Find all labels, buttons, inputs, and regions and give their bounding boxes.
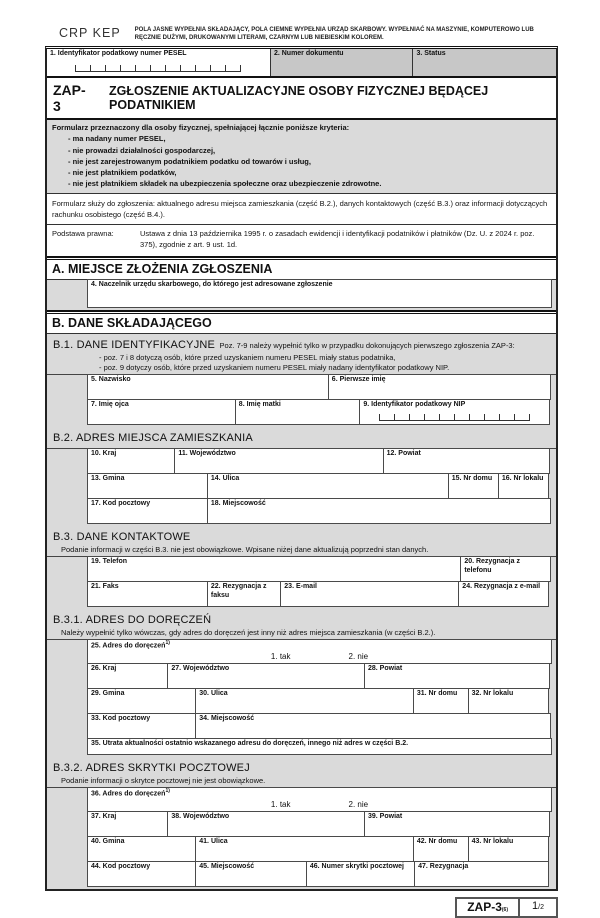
field-5-label: 5. Nazwisko — [91, 376, 131, 384]
crp-kep-label: CRP KEP — [59, 26, 121, 40]
field-14-ulica[interactable] — [207, 473, 449, 499]
top-instructions-bar — [59, 26, 558, 42]
field-43-label: 43. Nr lokalu — [471, 838, 514, 846]
field-8-label: 8. Imię matki — [238, 401, 281, 409]
form-code: ZAP-3 — [53, 82, 86, 115]
field-9-label: 9. Identyfikator podatkowy NIP — [363, 401, 466, 409]
field-25-options — [91, 652, 548, 661]
field-17-kod-pocztowy[interactable] — [87, 498, 208, 524]
section-b3-note: Podanie informacji w części B.3. nie jest obowiązkowe. Wpisane niżej dane aktualizują poprzedni stan danych. — [61, 545, 429, 555]
field-21-label: 21. Faks — [91, 583, 119, 591]
section-b1-note2: - poz. 7 i 8 dotyczą osób, które przed uzyskaniem numeru PESEL miały status podatnika, — [99, 352, 396, 362]
field-19-label: 19. Telefon — [91, 558, 128, 566]
section-a-title: A. MIEJSCE ZŁOŻENIA ZGŁOSZENIA — [47, 260, 556, 280]
field-33-kod-pocztowy[interactable] — [87, 713, 196, 739]
field-28-label: 28. Powiat — [368, 665, 403, 673]
field-38-wojewodztwo[interactable] — [167, 811, 365, 837]
criteria-item: - nie jest płatnikiem składek na ubezpieczenia społeczne oraz ubezpieczenie zdrowotne. — [68, 179, 382, 189]
section-b31-body — [47, 640, 556, 757]
field-26-kraj[interactable] — [87, 663, 168, 689]
field-10-kraj[interactable] — [87, 448, 175, 474]
field-25-label: 25. Adres do doręczeń$^{1)}$ — [91, 640, 170, 650]
section-b31-title: B.3.1. ADRES DO DORĘCZEŃ — [53, 614, 212, 627]
field-11-wojewodztwo[interactable] — [174, 448, 383, 474]
option-nie[interactable]: 2. nie — [348, 651, 369, 661]
field-4-naczelnik[interactable] — [87, 279, 552, 308]
section-b32-note: Podanie informacji o skrytce pocztowej nie jest obowiązkowe. — [61, 776, 266, 786]
field-31-label: 31. Nr domu — [416, 690, 458, 698]
footer-form-code: ZAP-3(6) — [457, 899, 520, 916]
field-5-nazwisko[interactable] — [87, 374, 329, 400]
section-b2-body — [47, 449, 556, 526]
form-title-row — [47, 78, 556, 120]
field-19-telefon[interactable] — [87, 556, 461, 582]
field-47-label: 47. Rezygnacja — [418, 863, 469, 871]
field-13-gmina[interactable] — [87, 473, 208, 499]
field-41-label: 41. Ulica — [199, 838, 228, 846]
legal-basis-label: Podstawa prawna: — [52, 229, 114, 239]
field-22-rezygnacja-faks[interactable] — [207, 581, 281, 607]
criteria-item: - nie jest płatnikiem podatków, — [68, 168, 177, 178]
field-46-label: 46. Numer skrytki pocztowej — [309, 863, 405, 871]
field-47-rezygnacja[interactable] — [414, 861, 549, 887]
field-24-label: 24. Rezygnacja z e-mail — [462, 583, 541, 591]
pesel-entry-boxes[interactable] — [75, 65, 241, 72]
criteria-item: - nie prowadzi działalności gospodarczej, — [68, 145, 216, 155]
field-16-label: 16. Nr lokalu — [501, 475, 544, 483]
criteria-item: - ma nadany numer PESEL, — [68, 134, 166, 144]
section-b31-header — [47, 609, 556, 640]
field-21-faks[interactable] — [87, 581, 208, 607]
field-7-label: 7. Imię ojca — [91, 401, 129, 409]
criteria-item: - nie jest zarejestrowanym podatnikiem podatku od towarów i usług, — [68, 156, 311, 166]
fill-instructions: POLA JASNE WYPEŁNIA SKŁADAJĄCY, POLA CIEMNE WYPEŁNIA URZĄD SKARBOWY. WYPEŁNIAĆ NA MASZYNIE, KOMPUTEROWO LUB RĘCZNIE DUŻYMI, DRUKOWANYMI LITERAMI, CZARNYM LUB NIEBIESKIM KOLOREM. — [134, 27, 534, 42]
nip-entry-boxes[interactable] — [379, 414, 530, 421]
section-b1-note: Poz. 7-9 należy wypełnić tylko w przypadku dokonujących pierwszego zgłoszenia ZAP-3: — [219, 340, 515, 350]
section-b1-header — [47, 334, 556, 376]
section-a-body — [47, 280, 556, 310]
field-22-label: 22. Rezygnacja z faksu — [210, 583, 267, 599]
field-8-imie-matki[interactable] — [235, 399, 361, 425]
identifier-header-row — [47, 49, 556, 78]
field-32-label: 32. Nr lokalu — [471, 690, 514, 698]
field-18-miejscowosc[interactable] — [207, 498, 551, 524]
section-b3-header — [47, 526, 556, 557]
field-36-options — [91, 800, 548, 809]
field-39-powiat[interactable] — [364, 811, 550, 837]
field-24-rezygnacja-email[interactable] — [458, 581, 549, 607]
field-42-nr-domu[interactable] — [413, 836, 469, 862]
field-28-powiat[interactable] — [364, 663, 550, 689]
field-6-label: 6. Pierwsze imię — [331, 376, 386, 384]
field-32-nr-lokalu[interactable] — [468, 688, 549, 714]
section-b2-header — [47, 427, 556, 449]
field-9-nip[interactable] — [359, 399, 550, 425]
field-3-status — [413, 49, 556, 76]
field-37-label: 37. Kraj — [91, 813, 117, 821]
field-43-nr-lokalu[interactable] — [468, 836, 549, 862]
field-1-label: 1. Identyfikator podatkowy numer PESEL — [50, 50, 187, 58]
field-2-label: 2. Numer dokumentu — [273, 50, 344, 58]
field-40-gmina[interactable] — [87, 836, 196, 862]
field-17-label: 17. Kod pocztowy — [91, 500, 151, 508]
option-tak[interactable]: 1. tak — [270, 651, 291, 661]
field-29-gmina[interactable] — [87, 688, 196, 714]
section-b-title: B. DANE SKŁADAJĄCEGO — [47, 314, 556, 334]
field-35-utrata-aktualnosci[interactable] — [87, 738, 552, 755]
field-35-label: 35. Utrata aktualności ostatnio wskazanego adresu do doręczeń, innego niż adres w części B.2. — [91, 740, 409, 748]
field-27-wojewodztwo[interactable] — [167, 663, 365, 689]
field-29-label: 29. Gmina — [91, 690, 125, 698]
field-3-label: 3. Status — [416, 50, 446, 58]
form-body — [45, 46, 558, 891]
field-16-nr-lokalu[interactable] — [498, 473, 549, 499]
field-38-label: 38. Województwo — [171, 813, 230, 821]
option-nie[interactable]: 2. nie — [348, 799, 369, 809]
form-title: ZGŁOSZENIE AKTUALIZACYJNE OSOBY FIZYCZNEJ BĘDĄCEJ PODATNIKIEM — [109, 84, 489, 113]
option-tak[interactable]: 1. tak — [270, 799, 291, 809]
footer-page-number: 1/2 — [532, 900, 544, 913]
field-2-numer-dokumentu — [271, 49, 414, 76]
criteria-box — [47, 120, 556, 194]
section-b32-header — [47, 757, 556, 788]
field-45-label: 45. Miejscowość — [199, 863, 255, 871]
section-b1-title: B.1. DANE IDENTYFIKACYJNE — [53, 338, 216, 351]
field-10-label: 10. Kraj — [91, 450, 117, 458]
field-30-ulica[interactable] — [195, 688, 414, 714]
field-36-adres-do-doreczen[interactable] — [87, 787, 552, 812]
field-13-label: 13. Gmina — [91, 475, 125, 483]
page-footer — [45, 897, 558, 918]
field-18-label: 18. Miejscowość — [210, 500, 266, 508]
field-15-label: 15. Nr domu — [451, 475, 493, 483]
field-15-nr-domu[interactable] — [448, 473, 499, 499]
legal-basis-box — [47, 225, 556, 256]
field-20-label: 20. Rezygnacja z telefonu — [464, 558, 520, 574]
field-30-label: 30. Ulica — [199, 690, 228, 698]
field-34-label: 34. Miejscowość — [199, 715, 255, 723]
form-code-box — [455, 897, 558, 918]
field-46-numer-skrytki[interactable] — [306, 861, 415, 887]
field-23-label: 23. E-mail — [284, 583, 317, 591]
field-34-miejscowosc[interactable] — [195, 713, 551, 739]
section-b1-body — [47, 375, 556, 427]
field-4-label: 4. Naczelnik urzędu skarbowego, do którego jest adresowane zgłoszenie — [91, 280, 333, 288]
field-42-label: 42. Nr domu — [416, 838, 458, 846]
field-26-label: 26. Kraj — [91, 665, 117, 673]
section-b1-note3: - poz. 9 dotyczy osób, które przed uzyskaniem numeru PESEL miały nadany identyfikator podatkowy NIP. — [99, 362, 450, 372]
field-27-label: 27. Województwo — [171, 665, 230, 673]
section-b31-note: Należy wypełnić tylko wówczas, gdy adres do doręczeń jest inny niż adres miejsca zamieszkania (w części B.2.). — [61, 628, 436, 638]
field-44-kod-pocztowy[interactable] — [87, 861, 196, 887]
field-12-powiat[interactable] — [383, 448, 550, 474]
field-12-label: 12. Powiat — [386, 450, 421, 458]
field-41-ulica[interactable] — [195, 836, 414, 862]
section-b3-title: B.3. DANE KONTAKTOWE — [53, 531, 191, 544]
legal-basis-text: Ustawa z dnia 13 października 1995 r. o zasadach ewidencji i identyfikacji podatników i płatników (Dz. U. z 2024 r. poz. 375), zgodnie z art. 9 ust. 1d. — [140, 229, 535, 250]
section-b2-title: B.2. ADRES MIEJSCA ZAMIESZKANIA — [53, 432, 253, 445]
field-44-label: 44. Kod pocztowy — [91, 863, 151, 871]
field-20-rezygnacja-telefon[interactable] — [460, 556, 551, 582]
section-b32-body — [47, 788, 556, 889]
field-11-label: 11. Województwo — [178, 450, 236, 458]
field-39-label: 39. Powiat — [368, 813, 403, 821]
purpose-note: Formularz służy do zgłoszenia: aktualnego adresu miejsca zamieszkania (część B.2.), danych kontaktowych (część B.3.) oraz informacji dotyczących rachunku osobistego (część B.4.). — [47, 194, 556, 226]
field-36-label: 36. Adres do doręczeń$^{1)}$ — [91, 788, 170, 798]
field-1-pesel[interactable] — [47, 49, 271, 76]
field-14-label: 14. Ulica — [210, 475, 240, 483]
section-b32-title: B.3.2. ADRES SKRYTKI POCZTOWEJ — [53, 762, 250, 775]
field-37-kraj[interactable] — [87, 811, 168, 837]
field-6-pierwsze-imie[interactable] — [328, 374, 551, 400]
criteria-intro: Formularz przeznaczony dla osoby fizycznej, spełniającej łącznie poniższe kryteria: — [52, 123, 350, 133]
field-7-imie-ojca[interactable] — [87, 399, 236, 425]
field-25-adres-do-doreczen[interactable] — [87, 639, 552, 664]
section-b3-body — [47, 557, 556, 609]
field-45-miejscowosc[interactable] — [195, 861, 307, 887]
field-33-label: 33. Kod pocztowy — [91, 715, 151, 723]
field-40-label: 40. Gmina — [91, 838, 125, 846]
field-23-email[interactable] — [280, 581, 459, 607]
field-31-nr-domu[interactable] — [413, 688, 469, 714]
